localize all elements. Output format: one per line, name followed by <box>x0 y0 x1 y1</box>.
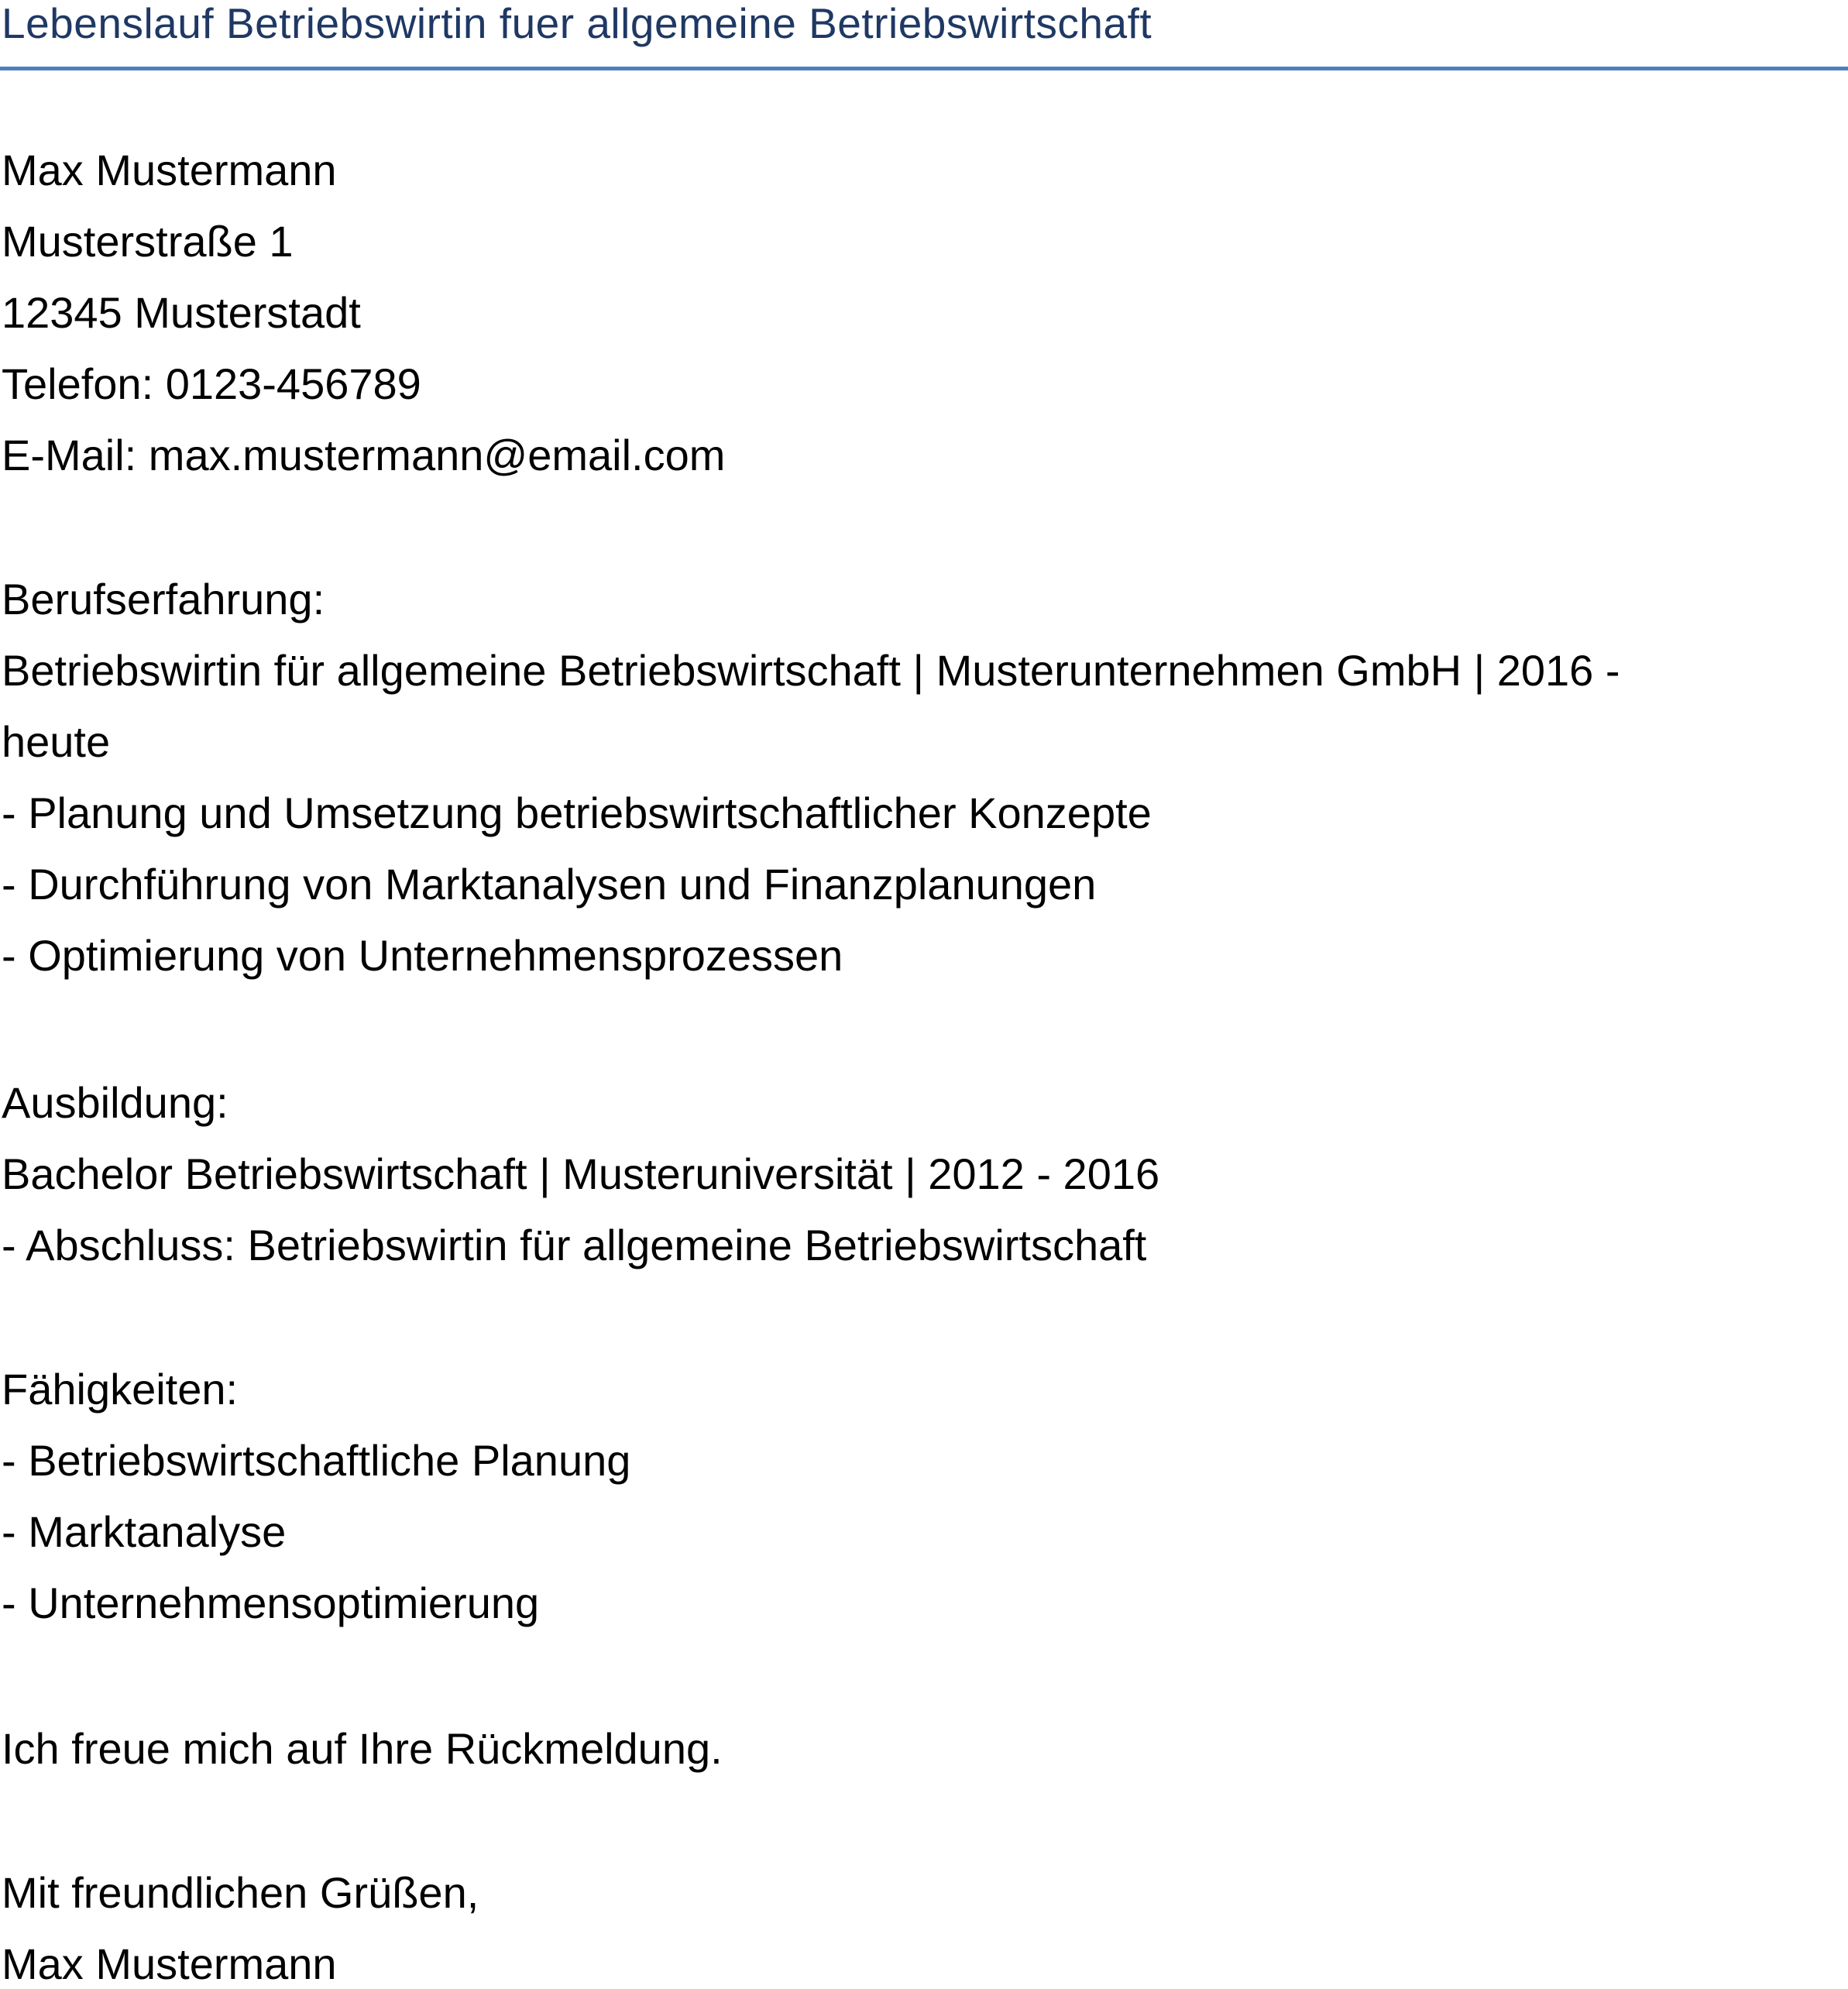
experience-bullet: - Optimierung von Unternehmensprozessen <box>2 931 843 980</box>
experience-position-line-continued: heute <box>2 717 111 766</box>
signature-name: Max Mustermann <box>2 1939 337 1988</box>
skills-bullet: - Marktanalyse <box>2 1507 287 1556</box>
contact-phone: Telefon: 0123-456789 <box>2 359 421 408</box>
contact-street: Musterstraße 1 <box>2 217 294 266</box>
experience-bullet: - Planung und Umsetzung betriebswirtschaftlicher Konzepte <box>2 788 1152 837</box>
contact-city: 12345 Musterstadt <box>2 288 361 337</box>
closing-sentence: Ich freue mich auf Ihre Rückmeldung. <box>2 1724 723 1773</box>
education-degree-line: Bachelor Betriebswirtschaft | Musteruniversität | 2012 - 2016 <box>2 1149 1160 1198</box>
skills-heading: Fähigkeiten: <box>2 1365 239 1414</box>
contact-email: E-Mail: max.mustermann@email.com <box>2 431 726 479</box>
experience-position-line: Betriebswirtin für allgemeine Betriebswirtschaft | Musterunternehmen GmbH | 2016 - <box>2 646 1620 695</box>
contact-name: Max Mustermann <box>2 146 337 194</box>
skills-bullet: - Betriebswirtschaftliche Planung <box>2 1436 631 1485</box>
experience-bullet: - Durchführung von Marktanalysen und Finanzplanungen <box>2 860 1097 909</box>
title-underline-rule <box>0 67 1848 70</box>
experience-heading: Berufserfahrung: <box>2 575 325 623</box>
closing-greeting: Mit freundlichen Grüßen, <box>2 1868 479 1917</box>
education-bullet: - Abschluss: Betriebswirtin für allgemeine Betriebswirtschaft <box>2 1221 1147 1269</box>
skills-bullet: - Unternehmensoptimierung <box>2 1578 540 1627</box>
document-title: Lebenslauf Betriebswirtin fuer allgemeine Betriebswirtschaft <box>2 0 1152 47</box>
education-heading: Ausbildung: <box>2 1078 228 1127</box>
